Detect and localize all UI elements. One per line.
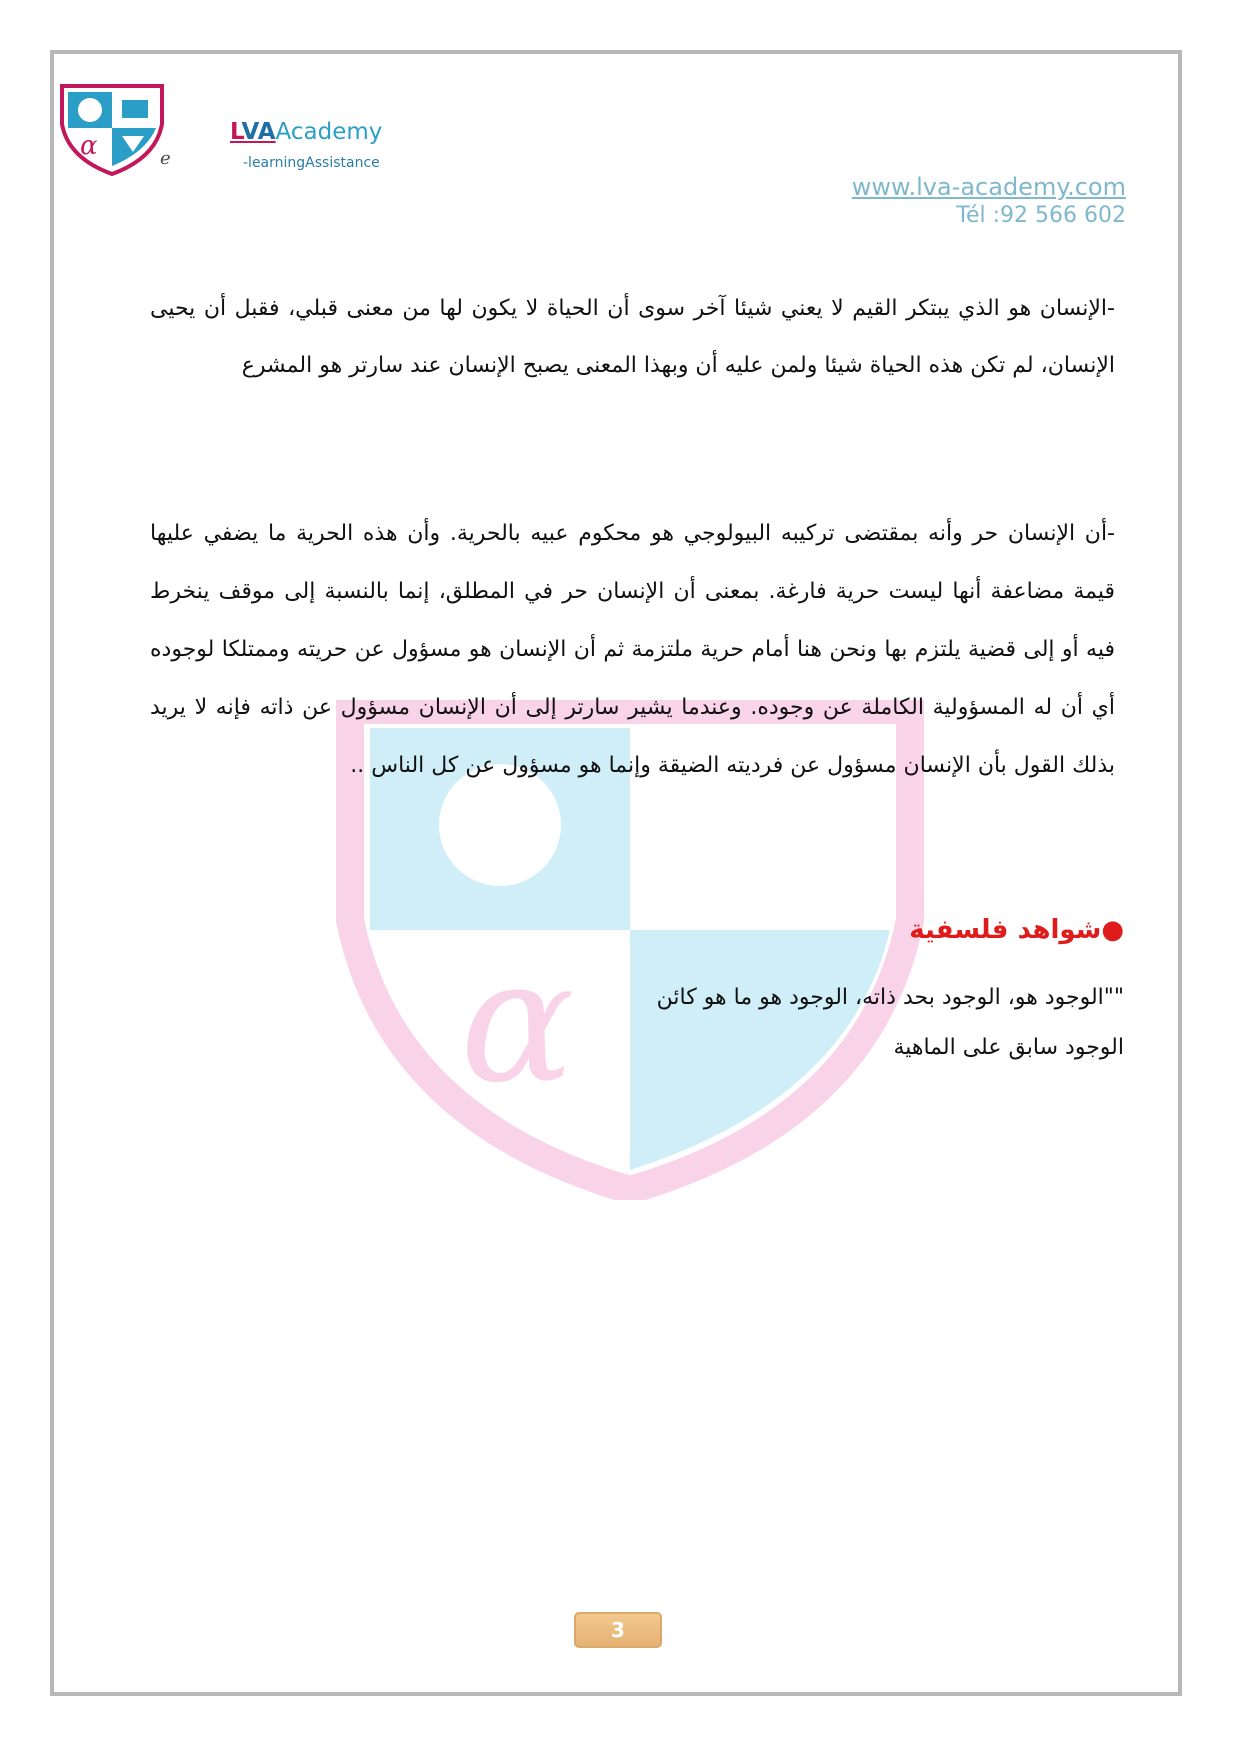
paragraph-values: -الإنسان هو الذي يبتكر القيم لا يعني شيئا آخر سوى أن الحياة لا يكون لها من معنى قبلي، فقبل أن يحيى الإنسان، لم تكن هذه الحياة شيئا ولمن عليه أن وبهذا المعنى يصبح الإنسان عند سارتر هو المشرع [150, 296, 1115, 378]
quote-line-1: ""الوجود هو، الوجود بحد ذاته، الوجود هو ما هو كائن [656, 985, 1124, 1010]
brand-tagline: -learningAssistance [243, 155, 380, 171]
page-number: 3 [574, 1612, 662, 1648]
section-heading: ●شواهد فلسفية [909, 915, 1124, 945]
bullet-icon: ● [1101, 915, 1124, 945]
phone-number: Tél :92 566 602 [956, 203, 1126, 228]
website-link[interactable]: www.lva-academy.com [851, 173, 1126, 201]
quote-line-2: الوجود سابق على الماهية [893, 1035, 1124, 1060]
svg-text:α: α [460, 923, 575, 1121]
brand-e-glyph: e [160, 148, 171, 169]
brand-name: LVAAcademy [230, 119, 383, 145]
academy-logo [56, 78, 168, 176]
paragraph-freedom: -أن الإنسان حر وأنه بمقتضى تركيبه البيولوجي هو محكوم عبيه بالحرية. وأن هذه الحرية ما يضفي عليها قيمة مضاعفة أنها ليست حرية فارغة. بمعنى أن الإنسان حر في المطلق، إنما بالنسبة إلى موقف ينخرط فيه أو إلى قضية يلتزم بها ونحن هنا أمام حرية ملتزمة ثم أن الإنسان هو مسؤول عن حريته وممتلكا لوجوده أي أن له المسؤولية الكاملة عن وجوده. وعندما يشير سارتر إلى أن الإنسان مسؤول عن ذاته فإنه لا يريد بذلك القول بأن الإنسان مسؤول عن فرديته الضيقة وإنما هو مسؤول عن كل الناس .. [150, 521, 1115, 778]
svg-text:α: α [80, 131, 98, 161]
